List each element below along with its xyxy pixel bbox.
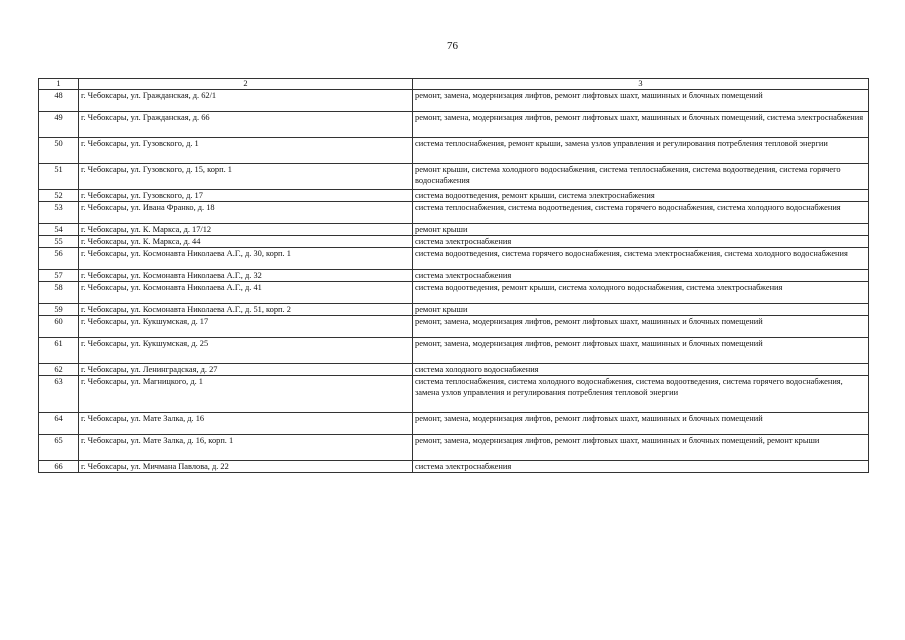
table-row (39, 90, 869, 112)
table-row (39, 376, 869, 413)
row-number-cell: 64 (39, 413, 79, 435)
table-row (39, 364, 869, 376)
table-row (39, 304, 869, 316)
table-row (39, 164, 869, 190)
address-cell: г. Чебоксары, ул. Гузовского, д. 1 (79, 138, 413, 164)
column-header-number: 1 (39, 79, 79, 90)
row-number-cell: 60 (39, 316, 79, 338)
table-row (39, 435, 869, 461)
address-cell: г. Чебоксары, ул. Мате Залка, д. 16 (79, 413, 413, 435)
works-cell: ремонт крыши (413, 224, 869, 236)
works-cell: ремонт, замена, модернизация лифтов, ремонт лифтовых шахт, машинных и блочных помещений (413, 338, 869, 364)
address-cell: г. Чебоксары, ул. Гузовского, д. 15, корп. 1 (79, 164, 413, 190)
works-cell: система теплоснабжения, система водоотведения, система горячего водоснабжения, система холодного водоснабжения (413, 202, 869, 224)
works-cell: система теплоснабжения, ремонт крыши, замена узлов управления и регулирования потребления тепловой энергии (413, 138, 869, 164)
row-number-cell: 55 (39, 236, 79, 248)
row-number-cell: 50 (39, 138, 79, 164)
address-cell: г. Чебоксары, ул. Гражданская, д. 62/1 (79, 90, 413, 112)
row-number-cell: 53 (39, 202, 79, 224)
works-cell: ремонт, замена, модернизация лифтов, ремонт лифтовых шахт, машинных и блочных помещений (413, 413, 869, 435)
row-number-cell: 54 (39, 224, 79, 236)
works-cell: система теплоснабжения, система холодного водоснабжения, система водоотведения, система горячего водоснабжения, замена узлов управления и регулирования потребления тепловой энергии (413, 376, 869, 413)
works-cell: ремонт, замена, модернизация лифтов, ремонт лифтовых шахт, машинных и блочных помещений (413, 316, 869, 338)
table-row (39, 190, 869, 202)
table-row (39, 202, 869, 224)
address-cell: г. Чебоксары, ул. К. Маркса, д. 17/12 (79, 224, 413, 236)
column-header-works: 3 (413, 79, 869, 90)
address-cell: г. Чебоксары, ул. Гузовского, д. 17 (79, 190, 413, 202)
table-row (39, 236, 869, 248)
address-cell: г. Чебоксары, ул. Мичмана Павлова, д. 22 (79, 461, 413, 473)
row-number-cell: 52 (39, 190, 79, 202)
table-row (39, 461, 869, 473)
address-cell: г. Чебоксары, ул. Космонавта Николаева А.Г., д. 51, корп. 2 (79, 304, 413, 316)
repair-works-table (38, 78, 869, 473)
row-number-cell: 58 (39, 282, 79, 304)
row-number-cell: 48 (39, 90, 79, 112)
works-cell: ремонт, замена, модернизация лифтов, ремонт лифтовых шахт, машинных и блочных помещений (413, 90, 869, 112)
row-number-cell: 57 (39, 270, 79, 282)
address-cell: г. Чебоксары, ул. Космонавта Николаева А.Г., д. 41 (79, 282, 413, 304)
address-cell: г. Чебоксары, ул. Космонавта Николаева А.Г., д. 30, корп. 1 (79, 248, 413, 270)
works-cell: ремонт, замена, модернизация лифтов, ремонт лифтовых шахт, машинных и блочных помещений, система электроснабжения (413, 112, 869, 138)
row-number-cell: 56 (39, 248, 79, 270)
address-cell: г. Чебоксары, ул. Ивана Франко, д. 18 (79, 202, 413, 224)
works-cell: ремонт крыши (413, 304, 869, 316)
works-cell: система водоотведения, ремонт крыши, система холодного водоснабжения, система электроснабжения (413, 282, 869, 304)
row-number-cell: 61 (39, 338, 79, 364)
works-cell: ремонт крыши, система холодного водоснабжения, система теплоснабжения, система водоотведения, система горячего водоснабжения (413, 164, 869, 190)
address-cell: г. Чебоксары, ул. Космонавта Николаева А.Г., д. 32 (79, 270, 413, 282)
table-row (39, 270, 869, 282)
table-row (39, 112, 869, 138)
works-cell: система электроснабжения (413, 236, 869, 248)
address-cell: г. Чебоксары, ул. Ленинградская, д. 27 (79, 364, 413, 376)
address-cell: г. Чебоксары, ул. К. Маркса, д. 44 (79, 236, 413, 248)
table-row (39, 224, 869, 236)
row-number-cell: 51 (39, 164, 79, 190)
address-cell: г. Чебоксары, ул. Мате Залка, д. 16, корп. 1 (79, 435, 413, 461)
works-cell: система электроснабжения (413, 270, 869, 282)
row-number-cell: 59 (39, 304, 79, 316)
table-row (39, 316, 869, 338)
works-cell: система водоотведения, ремонт крыши, система электроснабжения (413, 190, 869, 202)
address-cell: г. Чебоксары, ул. Кукшумская, д. 17 (79, 316, 413, 338)
table-row (39, 248, 869, 270)
row-number-cell: 66 (39, 461, 79, 473)
works-cell: система электроснабжения (413, 461, 869, 473)
table-header-row (39, 79, 869, 90)
row-number-cell: 65 (39, 435, 79, 461)
address-cell: г. Чебоксары, ул. Кукшумская, д. 25 (79, 338, 413, 364)
works-cell: система водоотведения, система горячего водоснабжения, система электроснабжения, система холодного водоснабжения (413, 248, 869, 270)
row-number-cell: 62 (39, 364, 79, 376)
row-number-cell: 63 (39, 376, 79, 413)
row-number-cell: 49 (39, 112, 79, 138)
table-row (39, 282, 869, 304)
page-number: 76 (447, 40, 458, 52)
address-cell: г. Чебоксары, ул. Гражданская, д. 66 (79, 112, 413, 138)
table-row (39, 138, 869, 164)
works-cell: ремонт, замена, модернизация лифтов, ремонт лифтовых шахт, машинных и блочных помещений, ремонт крыши (413, 435, 869, 461)
table-row (39, 413, 869, 435)
column-header-address: 2 (79, 79, 413, 90)
address-cell: г. Чебоксары, ул. Магницкого, д. 1 (79, 376, 413, 413)
works-cell: система холодного водоснабжения (413, 364, 869, 376)
table-row (39, 338, 869, 364)
